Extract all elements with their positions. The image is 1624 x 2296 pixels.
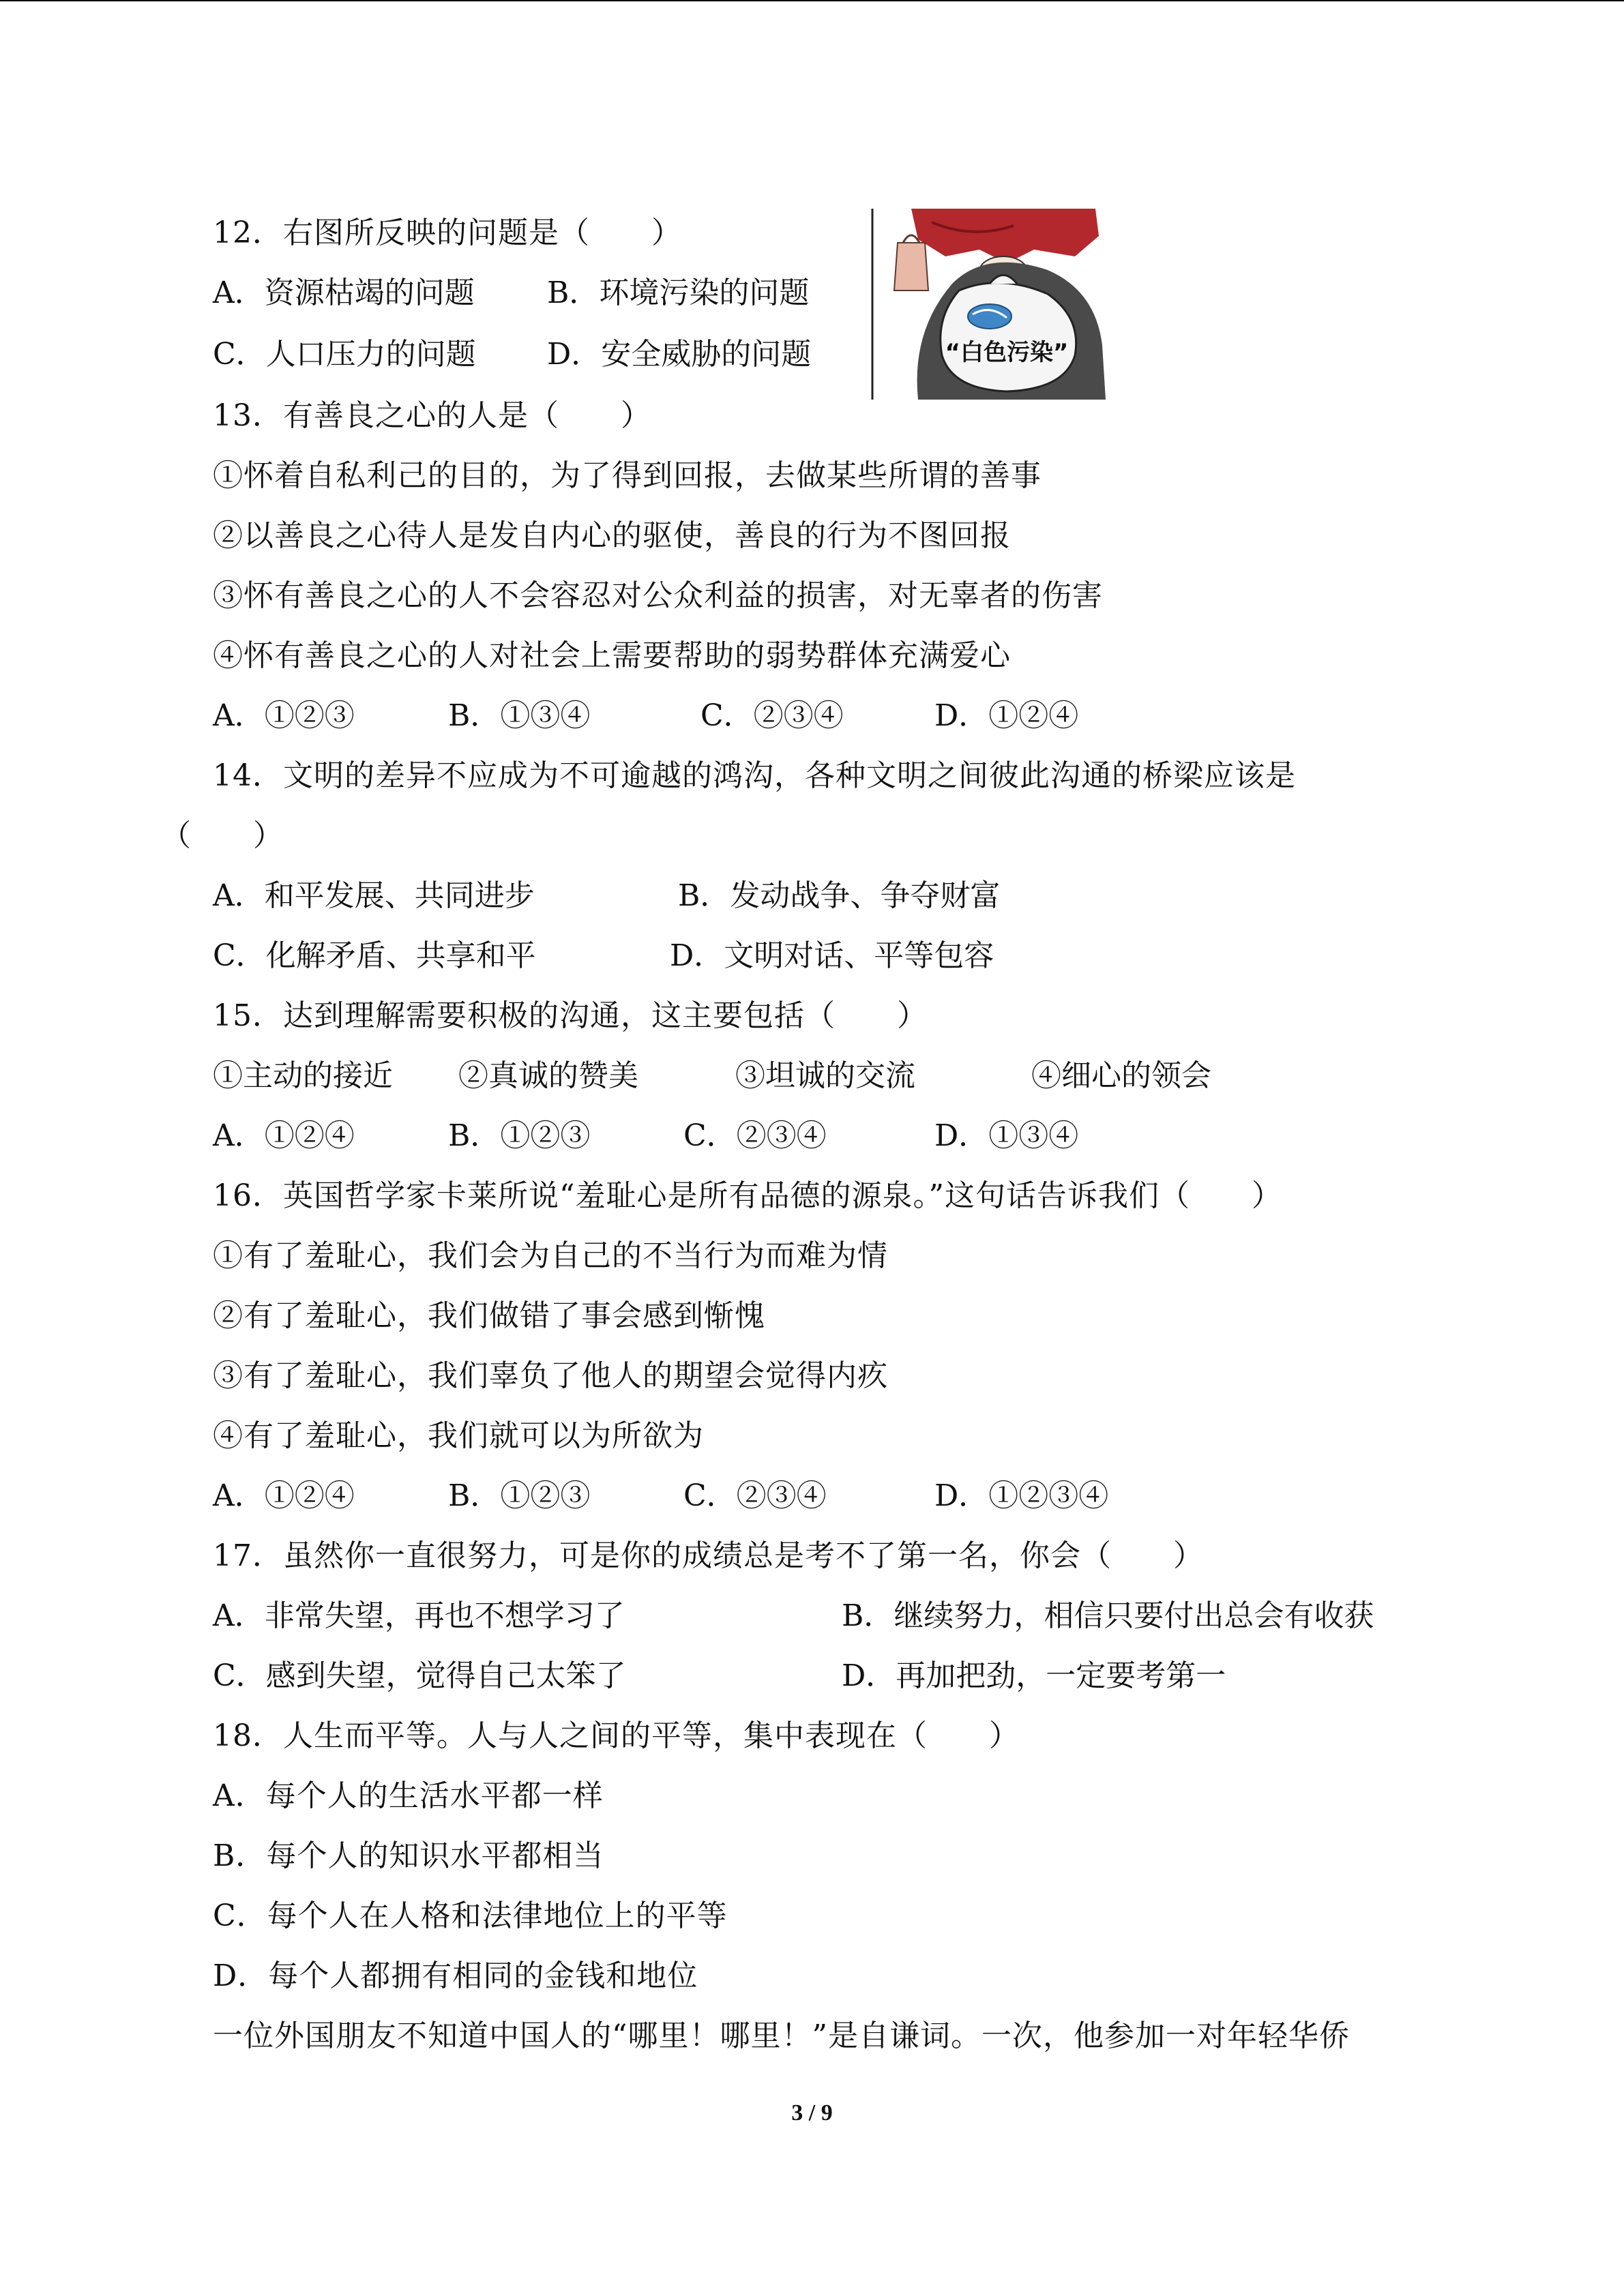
q12-stem: 12．右图所反映的问题是（ ） <box>213 215 682 250</box>
q15-item-1: ①主动的接近 <box>213 1058 393 1093</box>
passage-text: 一位外国朋友不知道中国人的“哪里！哪里！”是自谦词。一次，他参加一对年轻华侨 <box>213 2018 1350 2053</box>
q16-options <box>213 1476 1372 1517</box>
q15-items <box>213 1056 1372 1097</box>
q17-options-row-1 <box>213 1596 1441 1637</box>
q14-stem-continuation: （ ） <box>161 818 284 853</box>
q14-option-a: A．和平发展、共同进步 <box>213 878 535 913</box>
q14-option-c: C．化解矛盾、共享和平 <box>213 938 536 973</box>
q15-stem: 15．达到理解需要积极的沟通，这主要包括（ ） <box>213 998 928 1033</box>
q18-option-c: C．每个人在人格和法律地位上的平等 <box>213 1898 728 1933</box>
q13-item-2: ②以善良之心待人是发自内心的驱使，善良的行为不图回报 <box>213 518 1011 553</box>
q13-item-3: ③怀有善良之心的人不会容忍对公众利益的损害，对无辜者的伤害 <box>213 578 1103 613</box>
q14-option-b: B．发动战争、争夺财富 <box>678 878 1001 913</box>
q15-option-c: C．②③④ <box>683 1118 827 1153</box>
top-border <box>0 0 1624 1</box>
q12-options-row-1 <box>213 273 861 314</box>
q14-option-d: D．文明对话、平等包容 <box>670 938 994 973</box>
white-pollution-cartoon <box>870 209 1119 400</box>
q15-options <box>213 1116 1372 1157</box>
q15-option-b: B．①②③ <box>448 1118 591 1153</box>
q13-option-b: B．①③④ <box>448 698 591 733</box>
page-number: 3 / 9 <box>791 2100 833 2126</box>
q13-item-1: ①怀着自私利己的目的，为了得到回报，去做某些所谓的善事 <box>213 458 1042 493</box>
q17-option-a: A．非常失望，再也不想学习了 <box>213 1598 625 1633</box>
q15-item-3: ③坦诚的交流 <box>735 1058 915 1093</box>
q16-item-1: ①有了羞耻心，我们会为自己的不当行为而难为情 <box>213 1238 888 1273</box>
q17-option-b: B．继续努力，相信只要付出总会有收获 <box>842 1598 1374 1633</box>
q13-options <box>213 696 1372 736</box>
q13-option-a: A．①②③ <box>213 698 355 733</box>
q18-option-d: D．每个人都拥有相同的金钱和地位 <box>213 1958 698 1993</box>
q18-stem: 18．人生而平等。人与人之间的平等，集中表现在（ ） <box>213 1718 1020 1753</box>
q13-stem: 13．有善良之心的人是（ ） <box>213 398 651 433</box>
q16-item-2: ②有了羞耻心，我们做错了事会感到惭愧 <box>213 1298 765 1333</box>
q14-options-row-2 <box>213 936 1372 976</box>
q15-option-d: D．①③④ <box>934 1118 1079 1153</box>
q13-item-4: ④怀有善良之心的人对社会上需要帮助的弱势群体充满爱心 <box>213 638 1011 673</box>
q17-options-row-2 <box>213 1656 1441 1697</box>
q12-option-c: C．人口压力的问题 <box>213 337 476 372</box>
q18-option-a: A．每个人的生活水平都一样 <box>213 1778 604 1813</box>
q17-option-d: D．再加把劲，一定要考第一 <box>842 1658 1226 1693</box>
q14-stem: 14．文明的差异不应成为不可逾越的鸿沟，各种文明之间彼此沟通的桥梁应该是 <box>213 758 1296 793</box>
q17-stem: 17．虽然你一直很努力，可是你的成绩总是考不了第一名，你会（ ） <box>213 1538 1204 1573</box>
q16-option-d: D．①②③④ <box>934 1478 1109 1513</box>
q16-item-3: ③有了羞耻心，我们辜负了他人的期望会觉得内疚 <box>213 1358 888 1393</box>
q15-item-4: ④细心的领会 <box>1031 1058 1211 1093</box>
q16-option-c: C．②③④ <box>683 1478 827 1513</box>
q12-options-row-2 <box>213 334 861 375</box>
q16-item-4: ④有了羞耻心，我们就可以为所欲为 <box>213 1418 704 1453</box>
cartoon-drawing <box>870 209 1119 400</box>
cartoon-caption: “白色污染” <box>945 339 1069 366</box>
q13-option-c: C．②③④ <box>700 698 844 733</box>
q16-option-b: B．①②③ <box>448 1478 591 1513</box>
q12-option-a: A．资源枯竭的问题 <box>213 275 475 310</box>
q18-option-b: B．每个人的知识水平都相当 <box>213 1838 604 1873</box>
q17-option-c: C．感到失望，觉得自己太笨了 <box>213 1658 626 1693</box>
q12-option-b: B．环境污染的问题 <box>547 275 810 310</box>
q14-options-row-1 <box>213 876 1372 916</box>
q16-option-a: A．①②④ <box>213 1478 355 1513</box>
q13-option-d: D．①②④ <box>934 698 1079 733</box>
q15-item-2: ②真诚的赞美 <box>458 1058 638 1093</box>
q12-option-d: D．安全威胁的问题 <box>547 337 812 372</box>
q15-option-a: A．①②④ <box>213 1118 355 1153</box>
q16-stem: 16．英国哲学家卡莱所说“羞耻心是所有品德的源泉。”这句话告诉我们（ ） <box>213 1178 1282 1213</box>
